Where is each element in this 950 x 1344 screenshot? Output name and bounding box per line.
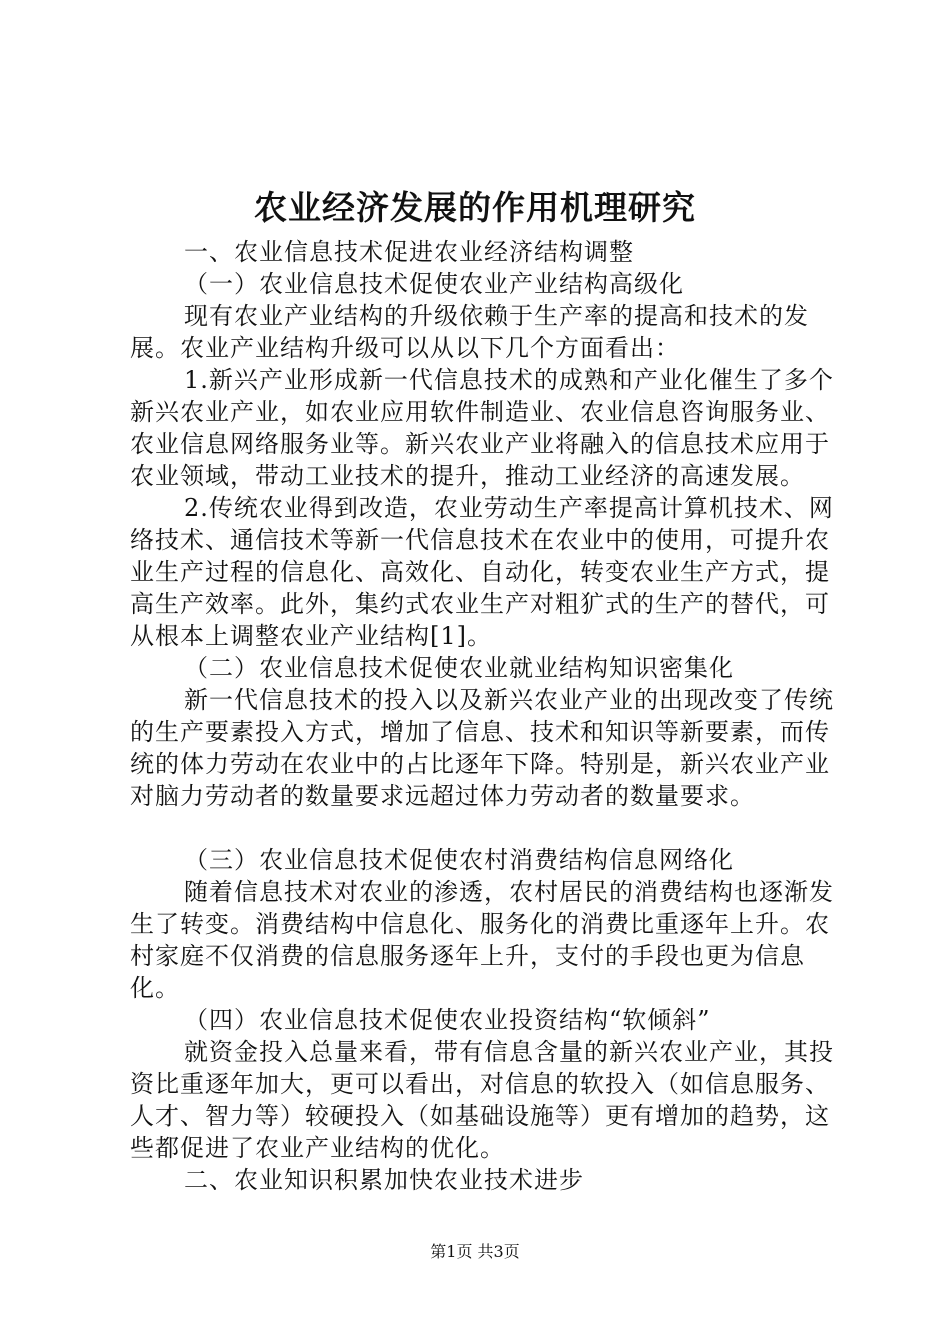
body-paragraph: 就资金投入总量来看，带有信息含量的新兴农业产业，其投资比重逐年加大，更可以看出，对信息的软投入（如信息服务、人才、智力等）较硬投入（如基础设施等）更有增加的趋势，这些都促进了农业产业结构的优化。 xyxy=(130,1038,834,1162)
section-heading: 一、农业信息技术促进农业经济结构调整 xyxy=(184,238,634,266)
subsection-heading: （三）农业信息技术促使农村消费结构信息网络化 xyxy=(184,846,734,874)
body-paragraph: 2.传统农业得到改造，农业劳动生产率提高计算机技术、网络技术、通信技术等新一代信息技术在农业中的使用，可提升农业生产过程的信息化、高效化、自动化，转变农业生产方式，提高生产效率。此外，集约式农业生产对粗犷式的生产的替代，可从根本上调整农业产业结构[1]。 xyxy=(130,494,834,650)
document-title: 农业经济发展的作用机理研究 xyxy=(254,188,696,227)
body-paragraph: 随着信息技术对农业的渗透，农村居民的消费结构也逐渐发生了转变。消费结构中信息化、服务化的消费比重逐年上升。农村家庭不仅消费的信息服务逐年上升，支付的手段也更为信息化。 xyxy=(130,878,834,1002)
body-paragraph: 1.新兴产业形成新一代信息技术的成熟和产业化催生了多个新兴农业产业，如农业应用软件制造业、农业信息咨询服务业、农业信息网络服务业等。新兴农业产业将融入的信息技术应用于农业领域，带动工业技术的提升，推动工业经济的高速发展。 xyxy=(130,366,834,490)
body-paragraph: 现有农业产业结构的升级依赖于生产率的提高和技术的发展。农业产业结构升级可以从以下几个方面看出： xyxy=(130,302,809,362)
page-footer: 第1页 共3页 xyxy=(430,1242,520,1261)
document-body xyxy=(130,236,835,1196)
subsection-heading: （二）农业信息技术促使农业就业结构知识密集化 xyxy=(184,654,734,682)
paragraph-gap xyxy=(130,812,835,844)
section-heading: 二、农业知识积累加快农业技术进步 xyxy=(184,1166,584,1194)
subsection-heading: （四）农业信息技术促使农业投资结构“软倾斜” xyxy=(184,1006,711,1034)
body-paragraph: 新一代信息技术的投入以及新兴农业产业的出现改变了传统的生产要素投入方式，增加了信息、技术和知识等新要素，而传统的体力劳动在农业中的占比逐年下降。特别是，新兴农业产业对脑力劳动者的数量要求远超过体力劳动者的数量要求。 xyxy=(130,686,834,810)
subsection-heading: （一）农业信息技术促使农业产业结构高级化 xyxy=(184,270,684,298)
